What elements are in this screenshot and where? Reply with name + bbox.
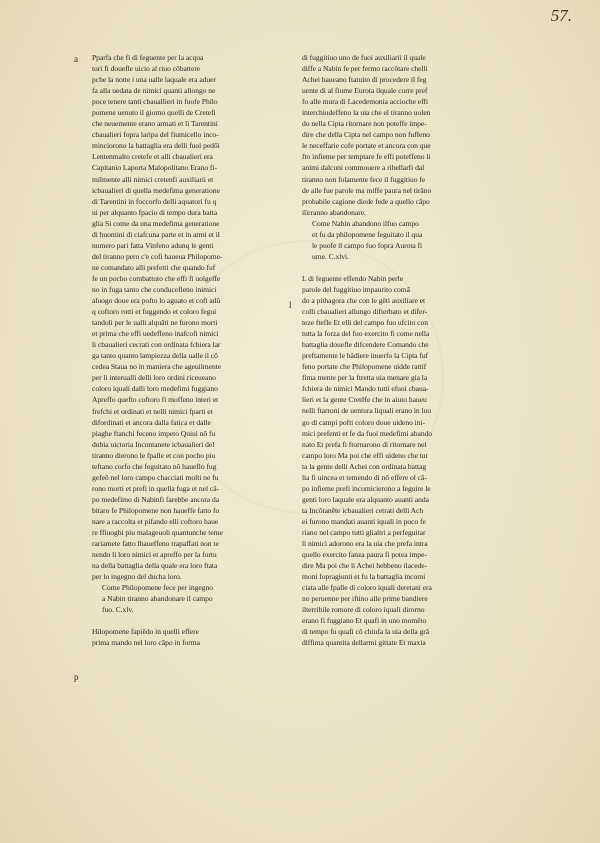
text-line: nendo li loro nimici et apreffo per la fortu <box>92 550 217 560</box>
text-line: rono morti et prefi in quella fuga et nel câ- <box>92 483 220 493</box>
text-line: per lo ingegno del ducha loro. <box>92 572 182 582</box>
text-line: Lentenmalto cretefe et alli cbaualieri era <box>92 152 213 162</box>
text-line: di tempo fu quafi cô chiufa la uia della grâ <box>302 627 430 637</box>
text-line: campo loro Ma poi che effi uideno che tut <box>302 450 428 460</box>
right-paragraph-1 <box>302 52 480 218</box>
text-line: moni fopragiunti et fu la battaglia incomi <box>302 572 426 582</box>
text-line: ume. C.xlvi. <box>312 251 349 261</box>
left-paragraph-1 <box>92 52 270 582</box>
text-line: interchiudeffeno la uia che el tiranno uolen <box>302 108 431 118</box>
text-line: fe un pocho combattuto che effi fi uolgeffe <box>92 273 221 283</box>
text-line: lia fi uincea et temendo di nô effere ol câ- <box>302 472 427 482</box>
text-line: L di feguente effendo Nabin perle <box>302 273 404 283</box>
text-line: tiranno dierono le fpalle et con pocho piu <box>92 450 216 460</box>
text-line: teftano corfo che feguitato nô haueflo fug <box>92 461 217 471</box>
text-line: parole del fuggitiuo impaurito comã <box>302 284 410 294</box>
text-line: tiranno non folamente fece il fuggitiuo fe <box>302 174 426 184</box>
text-line: del tiranno pero c'e cofi haueua Philopome- <box>92 251 223 261</box>
text-line: tandoli per le ualli alquãti ne furono morti <box>92 318 218 328</box>
text-line: et fu da philopomene feguitato il qua <box>312 229 423 239</box>
text-line: riano nel campo tutti glialtri a perfeguitar <box>302 527 426 537</box>
text-line: na della battaglia della quale era loro ftata <box>92 561 218 571</box>
text-line: do nella Cipta ritornare non poteffe impe- <box>302 119 427 129</box>
text-line: ilterribile romore di coloro iquali dirorno <box>302 605 425 615</box>
text-line: ta la gente delli Achei con ordinata battag <box>302 461 427 471</box>
text-line: po infieme prefi incomicierono a feguire le <box>302 483 431 493</box>
right-chapter-heading <box>302 218 480 262</box>
text-line: uente di al fiume Eurota ilquale corre pref <box>302 86 428 96</box>
text-line: a Nabin tiranno abandonare il campo <box>102 594 213 604</box>
text-line: gefeô nel loro campo chacciati molti ne fu <box>92 472 219 482</box>
text-line: li nimici adorono era la uia che prefa intra <box>302 539 428 549</box>
text-line: pche la notte i una ualle laquale era aduer <box>92 75 216 85</box>
text-line: no in fuga tanto che conducefleno inimici <box>92 284 217 294</box>
text-line: animi dalcuni commouere a ribellarfi dal <box>302 163 425 173</box>
text-line: ei furono mandati auanti iquali in poco fe <box>302 516 426 526</box>
text-line: Come Nabin abandono ilfuo campo <box>312 218 419 228</box>
left-column <box>92 52 270 648</box>
text-line: nare a raccolta et pifando elli coftoro haue <box>92 516 219 526</box>
text-line: le neceffarie cofe portate et ancora con que <box>302 141 431 151</box>
text-line: frefchi et ordinati et nelli nimici fparti et <box>92 406 213 416</box>
text-line: minciorono la battaglia era delli fuoi pedôi <box>92 141 220 151</box>
text-line: et prima che effi uedeffeno inafcofi nimici <box>92 329 219 339</box>
text-line: ga tanto quanto lampiezza della ualle il cô <box>92 351 218 361</box>
text-line: colli cbaualieri allungo difterbato et difer- <box>302 307 428 317</box>
text-line: fuo. C.xlv. <box>102 605 134 615</box>
text-line: fo alle mura di Lacedemonia accioche effi <box>302 97 428 107</box>
text-line: probabile cagione diede fede a quello câpo <box>302 196 430 206</box>
text-line: icbaualieri di quella medefima generatione <box>92 185 220 195</box>
text-line: teze ftefle Et elli del campo fuo ufcito con <box>302 318 428 328</box>
text-line: di fuggitiuo uno de fuoi auxiliarii il quale <box>302 53 426 62</box>
text-line: lieri et la gente Cretêfe che in aiuto haueu <box>302 395 427 405</box>
text-line: numero pari fatta Vinfeno adunq le genti <box>92 240 214 250</box>
guide-letter-l: l <box>289 300 292 310</box>
text-line: glia Si come da una medefima generatione <box>92 218 220 228</box>
text-line: fto infieme per temptare fe effi poteffeno li <box>302 152 431 162</box>
text-line: ciata alle fpalle di coloro iquali deretani era <box>302 583 432 593</box>
text-line: Pparfa che fi di feguente per la acqua <box>92 53 204 62</box>
text-line: ne comandato alli prefetti che quando fuf <box>92 262 216 272</box>
text-line: piaghe ftanchi feceno impeto Quiui nô fu <box>92 428 216 438</box>
text-line: no peruenne per iftino alle prime bandiere <box>302 594 428 604</box>
text-line: fima mente per la ftretta uia menare gia la <box>302 373 428 383</box>
text-line: tori fi douefle uicio al riuo cõbattere <box>92 64 201 74</box>
text-line: diffima quantita dellarmi gittate Et maxia <box>302 638 426 648</box>
text-line: cedea Staua no in maniera che ageuilmente <box>92 362 222 372</box>
text-line: fchiera de nimici Mando tutti efuoi cbaua- <box>302 384 429 394</box>
guide-letter-a: a <box>74 54 78 64</box>
text-line: ta Incôtanête icbaualieri cetrati delli Ach <box>302 505 424 515</box>
text-line: per li interualli delli loro ordini riceueano <box>92 373 216 383</box>
text-line: milmente alli nimici cretenfi auxiliarii et <box>92 174 214 184</box>
text-line: ilirranno abandonare. <box>302 207 366 217</box>
text-line: fa alla uedata de nimici quanti allongo ne <box>92 86 216 96</box>
text-line: dire Ma poi che li Achei hebbeno ilacede- <box>302 561 428 571</box>
text-line: coloro iquali dalli loro medefimi fuggiano <box>92 384 218 394</box>
text-line: genti loro laquale era alquanto auanti anda <box>302 494 429 504</box>
left-chapter-heading <box>92 582 270 615</box>
text-line: cbaualieri fopra laripa del fiumicello inco- <box>92 130 219 140</box>
text-line: dubia uictoria Incontanete icbaualieri del <box>92 439 215 449</box>
text-line: re ffiuogbi piu malageuoli quantunche teme <box>92 528 223 538</box>
text-line: mici prefenti et fe da fuoi medefimi abando <box>302 428 433 438</box>
text-line: nato Et prefa fi ftornarono di ritornare nel <box>302 439 427 449</box>
text-line: prima mando nel loro câpo in forma <box>92 638 200 648</box>
text-line: ui per alquanto fpacio di tempo dura batta <box>92 207 218 217</box>
text-line: poce tenere tanti cbauallieri in fuofe Philo <box>92 97 218 107</box>
text-line: difordinati et ancora dalla fatica et dalle <box>92 417 211 427</box>
text-line: de alle fue parole ma miffe paura nel tirâno <box>302 185 432 195</box>
text-line: Come Philopomene fece per ingegno <box>102 583 213 593</box>
text-line: che neuemente erano armati et li Tarentini <box>92 119 218 129</box>
text-line: erano fi fuggiano Et quafi in uno momêto <box>302 616 427 626</box>
text-line: di Tarentini in foccorfo delli aquatori fu q <box>92 196 217 206</box>
text-line: le puofe il campo fuo fopra Aurota fi <box>312 240 423 250</box>
guide-letter-p: p <box>74 672 79 682</box>
text-line: q coftoro rotti et fuggendo et coloro fegui <box>92 307 217 317</box>
right-column <box>302 52 480 648</box>
text-line: li cbaualieri cecrati con ordinata fchiera lar <box>92 340 221 350</box>
text-line: po medefimo di Nabinfi farebbe ancora da <box>92 494 220 504</box>
text-line: pomene uenuto il giorno quelli de Cretefi <box>92 108 216 118</box>
text-line: do a pithagora che con le gêti auxiliare et <box>302 295 426 305</box>
text-line: dire che della Cipta nel campo non fuffeno <box>302 130 430 140</box>
text-line: tutta la forza del fuo exercito fi come nella <box>302 329 430 339</box>
left-paragraph-2 <box>92 626 270 648</box>
text-line: di huomini di ciafcuna parte et in armi et il <box>92 229 220 239</box>
text-line: go di campi pofti coloro doue uideno ini- <box>302 417 426 427</box>
text-line: rariamete fatto lhaueffeno trapaffati non te <box>92 539 219 549</box>
text-line: feno portate che Philopomene uidde rattif <box>302 362 427 372</box>
text-line: nelli ftarroni de uentura liquali erano in luo <box>302 406 432 416</box>
text-line: Hilopomene fapiêdo in quelli effere <box>92 627 199 637</box>
folio-number: 57. <box>550 6 572 25</box>
text-line: Apreffo quefto coftoro fi moffeno interi et <box>92 395 219 405</box>
text-line: Capitanio Laporta Malopolitano Erano fi- <box>92 163 217 173</box>
right-paragraph-2 <box>302 273 480 649</box>
text-line: battaglia douefle difcendere Comando che <box>302 340 429 350</box>
text-line: quello exercito fanza paura fi potea impe- <box>302 550 427 560</box>
text-line: preftamente le bâdiere inuerfo la Cipta fuf <box>302 351 429 361</box>
text-line: Achei haueano ftatuito di procedere il feg <box>302 75 427 85</box>
text-line: bitaro fe Philopomene non haueffe fatto fo <box>92 505 220 515</box>
text-line: aluogo doue era pofto lo aguato et cofi adû <box>92 296 221 306</box>
text-line: diffe a Nabin fe per fermo raccôtare chelli <box>302 64 428 74</box>
